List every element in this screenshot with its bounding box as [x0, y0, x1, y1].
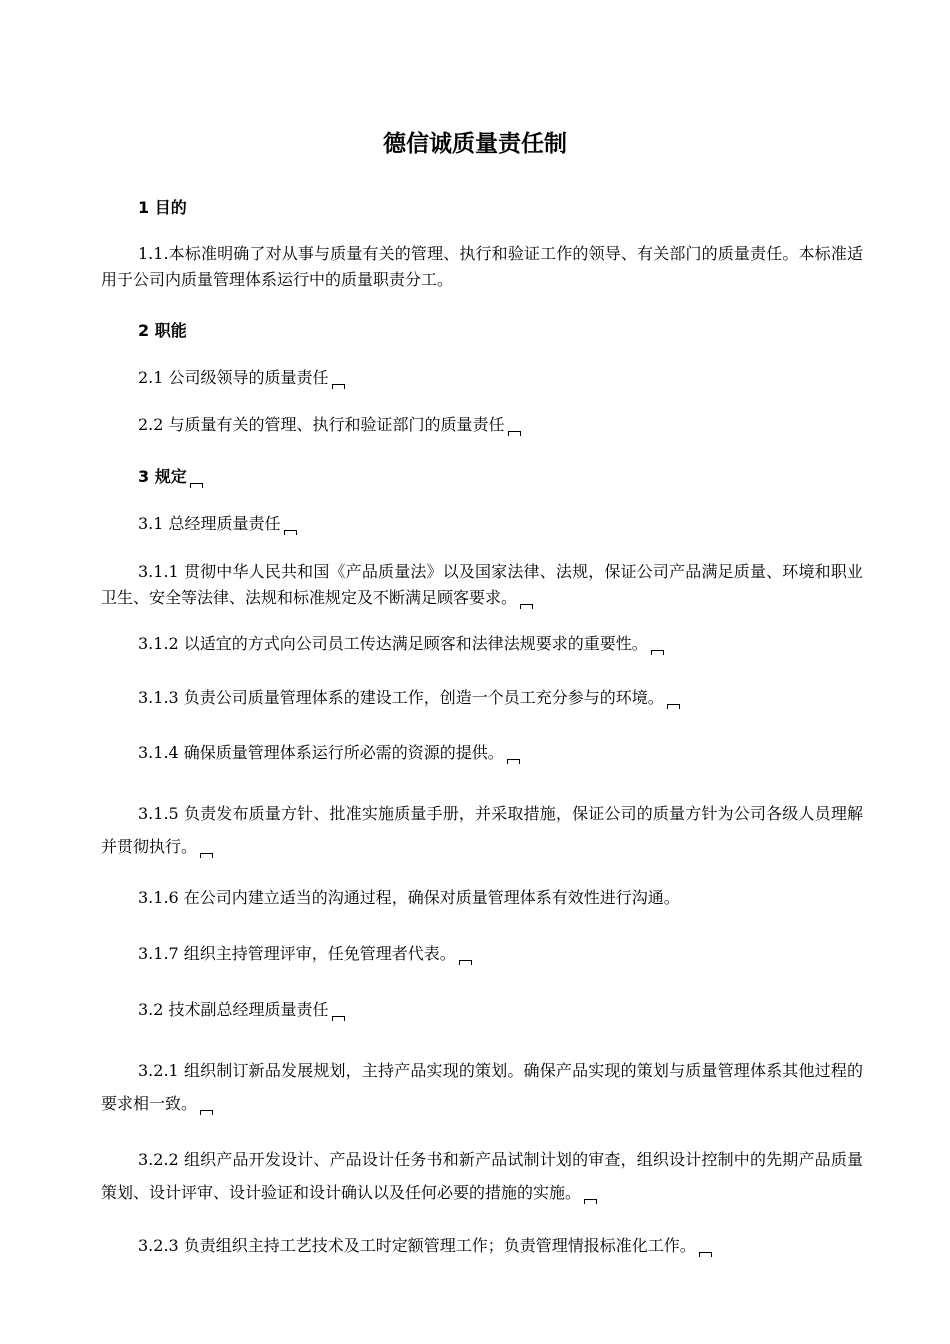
section-1-heading	[138, 197, 187, 219]
paragraph-mark-icon	[667, 704, 680, 709]
clause-2-2	[138, 414, 521, 436]
section-1-heading-text: 1 目的	[138, 198, 187, 217]
clause-3-1	[138, 513, 297, 535]
clause-3-1-3-text: 3.1.3 负责公司质量管理体系的建设工作，创造一个员工充分参与的环境。	[138, 688, 664, 707]
paragraph-mark-icon	[332, 384, 345, 389]
paragraph-mark-icon	[584, 1199, 597, 1204]
clause-3-2-text: 3.2 技术副总经理质量责任	[138, 1000, 329, 1019]
clause-2-1-text: 2.1 公司级领导的质量责任	[138, 368, 329, 387]
clause-3-1-2-text: 3.1.2 以适宜的方式向公司员工传达满足顾客和法律法规要求的重要性。	[138, 634, 648, 653]
paragraph-mark-icon	[332, 1016, 345, 1021]
paragraph-mark-icon	[200, 853, 213, 858]
paragraph-mark-icon	[284, 530, 297, 535]
section-2-heading-text: 2 职能	[138, 321, 187, 340]
clause-3-1-5	[101, 797, 863, 863]
clause-3-2-3	[138, 1235, 712, 1257]
paragraph-mark-icon	[699, 1252, 712, 1257]
clause-3-1-6	[138, 887, 680, 909]
clause-3-1-1	[101, 559, 863, 611]
paragraph-mark-icon	[507, 759, 520, 764]
clause-3-1-3	[138, 687, 680, 709]
paragraph-mark-icon	[508, 431, 521, 436]
clause-3-2-1-text: 3.2.1 组织制订新品发展规划，主持产品实现的策划。确保产品实现的策划与质量管理体系其他过程的要求相一致。	[101, 1061, 863, 1113]
paragraph-mark-icon	[651, 650, 664, 655]
clause-2-1	[138, 367, 345, 389]
clause-3-2-2-text: 3.2.2 组织产品开发设计、产品设计任务书和新产品试制计划的审查，组织设计控制中的先期产品质量策划、设计评审、设计验证和设计确认以及任何必要的措施的实施。	[101, 1150, 863, 1202]
section-3-heading	[138, 466, 203, 488]
clause-3-2-2	[101, 1143, 863, 1209]
clause-1-1-text: 1.1.本标准明确了对从事与质量有关的管理、执行和验证工作的领导、有关部门的质量责任。本标准适用于公司内质量管理体系运行中的质量职责分工。	[101, 244, 863, 289]
clause-3-1-4-text: 3.1.4 确保质量管理体系运行所必需的资源的提供。	[138, 743, 504, 762]
document-title: 德信诚质量责任制	[383, 131, 567, 157]
clause-1-1	[101, 241, 863, 293]
clause-3-2-3-text: 3.2.3 负责组织主持工艺技术及工时定额管理工作；负责管理情报标准化工作。	[138, 1236, 696, 1255]
paragraph-mark-icon	[190, 483, 203, 488]
section-3-heading-text: 3 规定	[138, 467, 187, 486]
clause-3-1-text: 3.1 总经理质量责任	[138, 514, 281, 533]
clause-3-2	[138, 999, 345, 1021]
clause-3-1-1-text: 3.1.1 贯彻中华人民共和国《产品质量法》以及国家法律、法规，保证公司产品满足质量、环境和职业卫生、安全等法律、法规和标准规定及不断满足顾客要求。	[101, 562, 863, 607]
paragraph-mark-icon	[200, 1110, 213, 1115]
clause-3-1-5-text: 3.1.5 负责发布质量方针、批准实施质量手册，并采取措施，保证公司的质量方针为公司各级人员理解并贯彻执行。	[101, 804, 863, 856]
clause-3-1-7-text: 3.1.7 组织主持管理评审，任免管理者代表。	[138, 944, 456, 963]
clause-3-2-1	[101, 1054, 863, 1120]
paragraph-mark-icon	[520, 604, 533, 609]
clause-3-1-2	[138, 633, 664, 655]
clause-3-1-6-text: 3.1.6 在公司内建立适当的沟通过程，确保对质量管理体系有效性进行沟通。	[138, 888, 680, 907]
clause-3-1-7	[138, 943, 472, 965]
clause-3-1-4	[138, 742, 520, 764]
section-2-heading	[138, 320, 187, 342]
clause-2-2-text: 2.2 与质量有关的管理、执行和验证部门的质量责任	[138, 415, 505, 434]
paragraph-mark-icon	[459, 960, 472, 965]
